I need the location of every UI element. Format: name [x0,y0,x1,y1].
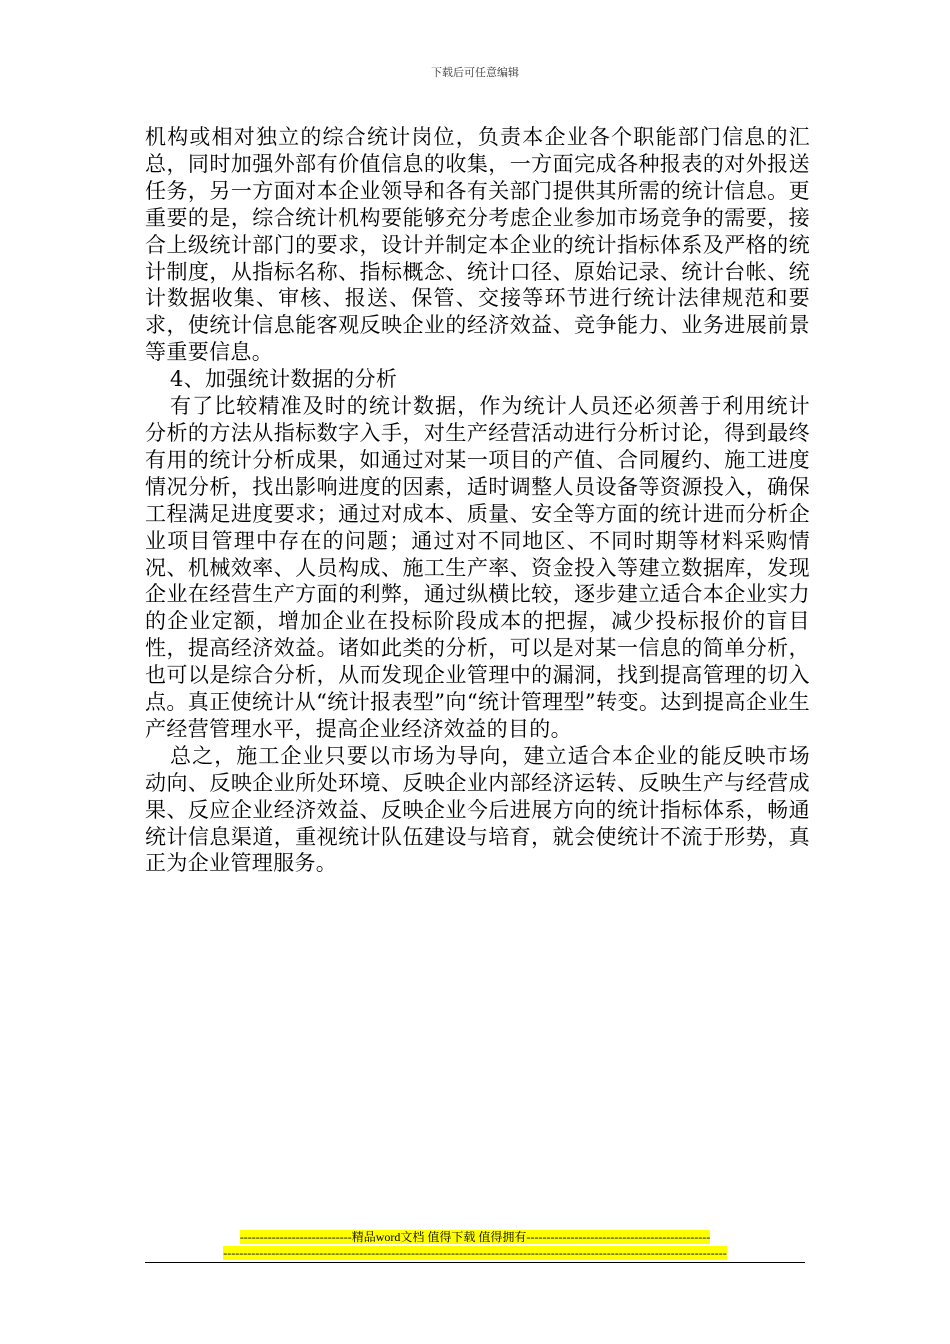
footer-dashed-line: ------------------------------------------------------------------------------------------------------------------------------ [223,1246,727,1260]
page-header-note: 下载后可任意编辑 [431,66,519,79]
paragraph-continuation: 机构或相对独立的综合统计岗位，负责本企业各个职能部门信息的汇总，同时加强外部有价值信息的收集，一方面完成各种报表的对外报送任务，另一方面对本企业领导和各有关部门提供其所需的统计信息。更重要的是，综合统计机构要能够充分考虑企业参加市场竞争的需要，接合上级统计部门的要求，设计并制定本企业的统计指标体系及严格的统计制度，从指标名称、指标概念、统计口径、原始记录、统计台帐、统计数据收集、审核、报送、保管、交接等环节进行统计法律规范和要求，使统计信息能客观反映企业的经济效益、竞争能力、业务进展前景等重要信息。 [145,125,810,365]
footer-rule [145,1262,805,1263]
document-body [145,124,810,877]
footer-banner-text: ----------------------------精品word文档 值得下载 值得拥有---------------------------------------------- [239,1230,711,1244]
paragraph-analysis: 有了比较精准及时的统计数据，作为统计人员还必须善于利用统计分析的方法从指标数字入手，对生产经营活动进行分析讨论，得到最终有用的统计分析成果，如通过对某一项目的产值、合同履约、施工进度情况分析，找出影响进度的因素，适时调整人员设备等资源投入，确保工程满足进度要求；通过对成本、质量、安全等方面的统计进而分析企业项目管理中存在的问题；通过对不同地区、不同时期等材料采购情况、机械效率、人员构成、施工生产率、资金投入等建立数据库，发现企业在经营生产方面的利弊，通过纵横比较，逐步建立适合本企业实力的企业定额，增加企业在投标阶段成本的把握，减少投标报价的盲目性，提高经济效益。诸如此类的分析，可以是对某一信息的简单分析，也可以是综合分析，从而发现企业管理中的漏洞，找到提高管理的切入点。真正使统计从“统计报表型”向“统计管理型”转变。达到提高企业生产经营管理水平，提高企业经济效益的目的。 [145,394,810,741]
section-heading: 4、加强统计数据的分析 [170,367,398,392]
paragraph-conclusion: 总之，施工企业只要以市场为导向，建立适合本企业的能反映市场动向、反映企业所处环境、反映企业内部经济运转、反映生产与经营成果、反应企业经济效益、反映企业今后进展方向的统计指标体系，畅通统计信息渠道，重视统计队伍建设与培育，就会使统计不流于形势，真正为企业管理服务。 [145,743,810,876]
